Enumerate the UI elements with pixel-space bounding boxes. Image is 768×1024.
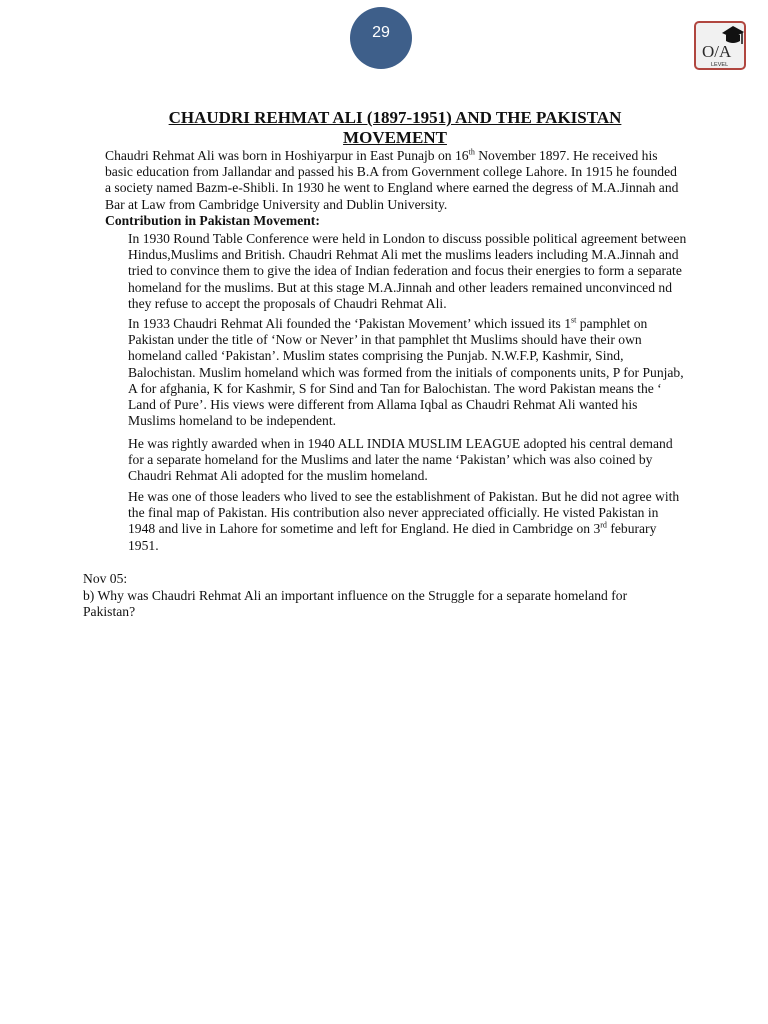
logo-letters: O/A <box>702 42 732 61</box>
paragraph-pakistan-movement <box>128 316 688 429</box>
page-number: 29 <box>372 24 390 41</box>
page-number-badge <box>350 7 412 69</box>
p4-text-b: feburary 1951. <box>128 521 657 553</box>
p2-superscript: st <box>571 315 577 325</box>
p2-text-b: pamphlet on Pakistan under the title of ‘Now or Never’ in that pamphlet tht Muslims should have their own homeland called ‘Pakistan’. Muslim states comprising the Punjab. N.W.F.P, Kashmir, Sind, Balochistan. Muslim homeland which was formed from the initials of components units, P for Punjab, A for afghania, K for Kashmir, S for Sind and Tan for Balochistan. The word Pakistan means the ‘ Land of Pure’. His views were different from Allama Iqbal as Chaudri Rehmat Ali wanted his Muslims homeland to be independent. <box>128 316 684 429</box>
logo-caption: LEVEL <box>711 62 729 68</box>
p4-text-a: He was one of those leaders who lived to see the establishment of Pakistan. But he did not agree with the final map of Pakistan. His contribution also never appreciated officially. He visted Pakistan in 1948 and live in Lahore for sometime and left for England. He died in Cambridge on 3 <box>128 489 680 537</box>
intro-paragraph <box>105 148 685 213</box>
paragraph-round-table: In 1930 Round Table Conference were held in London to discuss possible political agreement between Hindus,Muslims and British. Chaudri Rehmat Ali met the muslims leaders including M.A.Jinnah and tried to convince them to give the idea of Indian federation and focus their energies to form a separate homeland for the muslims. But at this stage M.A.Jinnah and other leaders remained unconvinced nd they refuse to accept the proposals of Chaudri Rehmat Ali. <box>128 231 687 311</box>
question-date: Nov 05: <box>83 571 128 586</box>
intro-superscript: th <box>468 147 475 157</box>
p4-superscript: rd <box>600 520 607 530</box>
paragraph-1940-resolution: He was rightly awarded when in 1940 ALL INDIA MUSLIM LEAGUE adopted his central demand for a separate homeland for the Muslims and later the name ‘Pakistan’ which was also coined by Chaudri Rehmat Ali adopted for the muslim homeland. <box>128 436 673 484</box>
intro-text-a: Chaudri Rehmat Ali was born in Hoshiyarpur in East Punajb on 16 <box>105 148 469 163</box>
graduation-cap-icon <box>696 23 744 68</box>
intro-text-b: November 1897. He received his basic education from Jallandar and passed his B.A from Government college Lahore. In 1915 he founded a society named Bazm-e-Shibli. In 1930 he went to England where earned the degress of M.A.Jinnah and Bar at Law from Cambridge University and Dublin University. <box>105 148 679 212</box>
page-title: CHAUDRI REHMAT ALI (1897-1951) AND THE PAKISTAN MOVEMENT <box>168 108 622 147</box>
question-text: b) Why was Chaudri Rehmat Ali an important influence on the Struggle for a separate homeland for Pakistan? <box>83 588 628 620</box>
p2-text-a: In 1933 Chaudri Rehmat Ali founded the ‘Pakistan Movement’ which issued its 1 <box>128 316 571 331</box>
section-subheading: Contribution in Pakistan Movement: <box>105 213 320 228</box>
paragraph-later-life <box>128 489 688 554</box>
o-a-level-logo <box>694 21 746 70</box>
